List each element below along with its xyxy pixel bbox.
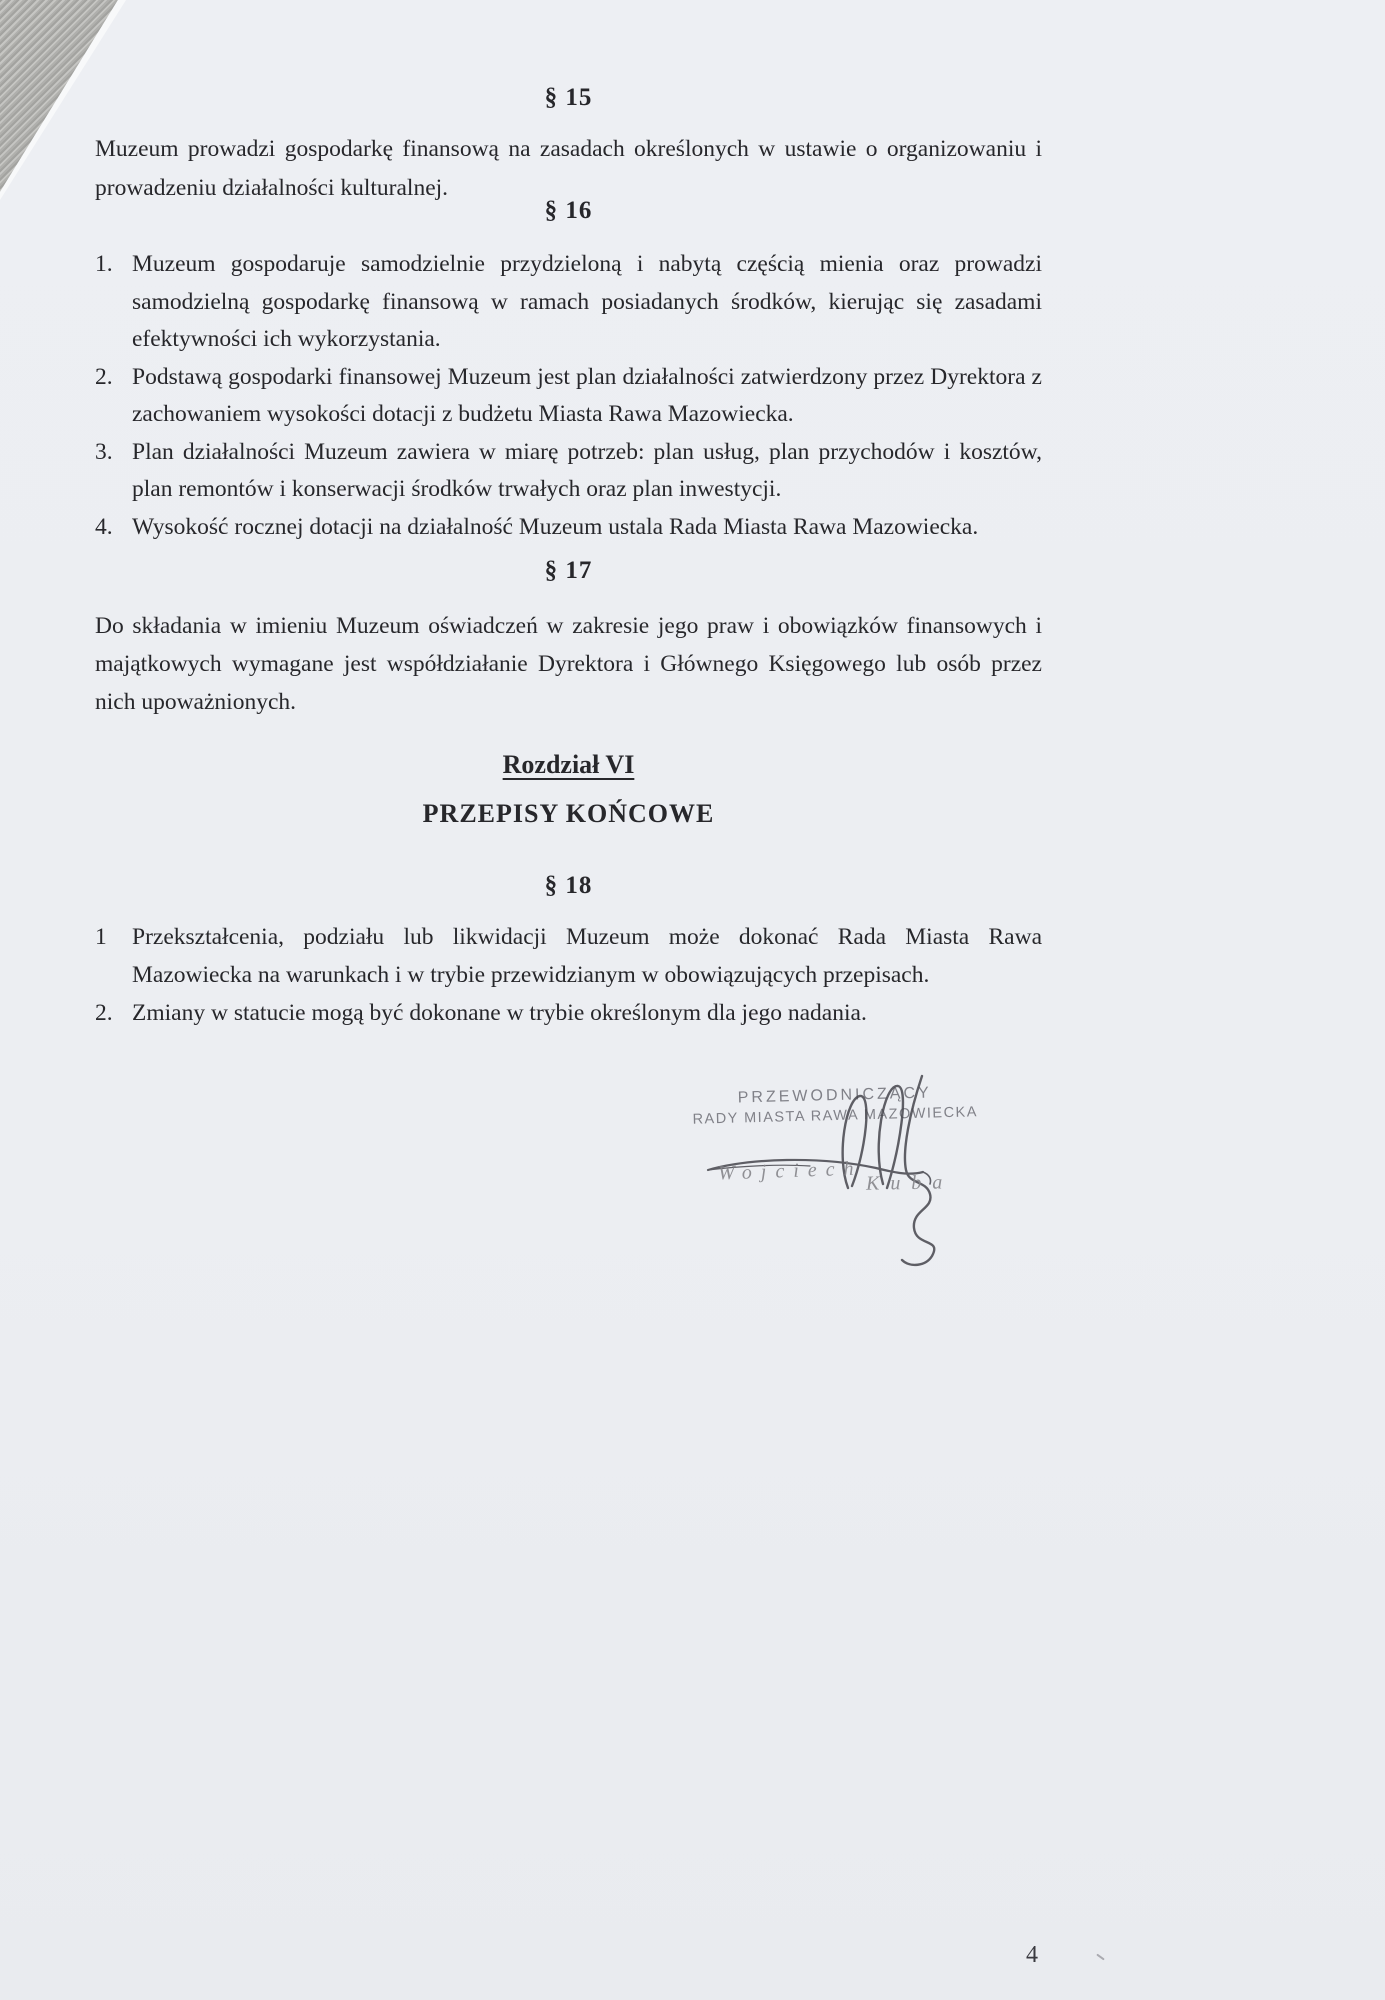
section-18-heading: § 18 [544,872,593,899]
list-item-text: Podstawą gospodarki finansowej Muzeum jest plan działalności zatwierdzony przez Dyrektora z zachowaniem wysokości dotacji z budżetu Miasta Rawa Mazowiecka. [132,363,1042,427]
list-item-text: Plan działalności Muzeum zawiera w miarę potrzeb: plan usług, plan przychodów i kosztów, plan remontów i konserwacji środków trwałych oraz plan inwestycji. [132,438,1042,502]
list-item-number: 2. [95,1000,113,1026]
list-item [95,434,1042,509]
section-18-list [95,918,1042,1032]
list-item [95,246,1042,359]
chapter-subtitle: PRZEPISY KOŃCOWE [422,799,715,828]
section-16-list [95,246,1042,546]
chapter-title [95,750,1042,780]
list-item-number: 1. [95,251,113,277]
list-item-number: 1 [95,924,107,950]
list-item [95,994,1042,1032]
section-15-heading: § 15 [544,84,593,111]
stamp-title: PRZEWODNICZĄCY [737,1084,932,1107]
scan-dust-speck [1096,1954,1105,1961]
list-item [95,918,1042,994]
page-number: 4 [1026,1942,1038,1968]
list-item [95,359,1042,434]
section-17-heading: § 17 [544,557,593,584]
section-15-paragraph: Muzeum prowadzi gospodarkę finansową na zasadach określonych w ustawie o organizowaniu i prowadzeniu działalności kulturalnej. [95,136,1042,201]
list-item [95,509,1042,547]
signature-last-name: Kuba [865,1171,954,1195]
signature-first-name: Wojciech [717,1157,863,1185]
list-item-text: Muzeum gospodaruje samodzielnie przydzieloną i nabytą częścią mienia oraz prowadzi samodzielną gospodarkę finansową w ramach posiadanych środków, kierując się zasadami efektywności ich wykorzystania. [132,251,1042,352]
chapter-title-text: Rozdział VI [502,750,635,779]
section-17-paragraph: Do składania w imieniu Muzeum oświadczeń w zakresie jego praw i obowiązków finansowych i majątkowych wymagane jest współdziałanie Dyrektora i Głównego Księgowego lub osób przez nich upoważnionych. [95,613,1042,715]
list-item-text: Przekształcenia, podziału lub likwidacji Muzeum może dokonać Rada Miasta Rawa Mazowiecka na warunkach i w trybie przewidzianym w obowiązujących przepisach. [132,924,1042,988]
list-item-text: Zmiany w statucie mogą być dokonane w trybie określonym dla jego nadania. [132,1000,867,1026]
section-16-heading: § 16 [544,197,593,224]
list-item-text: Wysokość rocznej dotacji na działalność Muzeum ustala Rada Miasta Rawa Mazowiecka. [132,513,979,540]
list-item-number: 3. [95,438,113,465]
list-item-number: 4. [95,513,113,540]
stamp-subtitle: RADY MIASTA RAWA MAZOWIECKA [692,1104,979,1128]
list-item-number: 2. [95,363,113,390]
